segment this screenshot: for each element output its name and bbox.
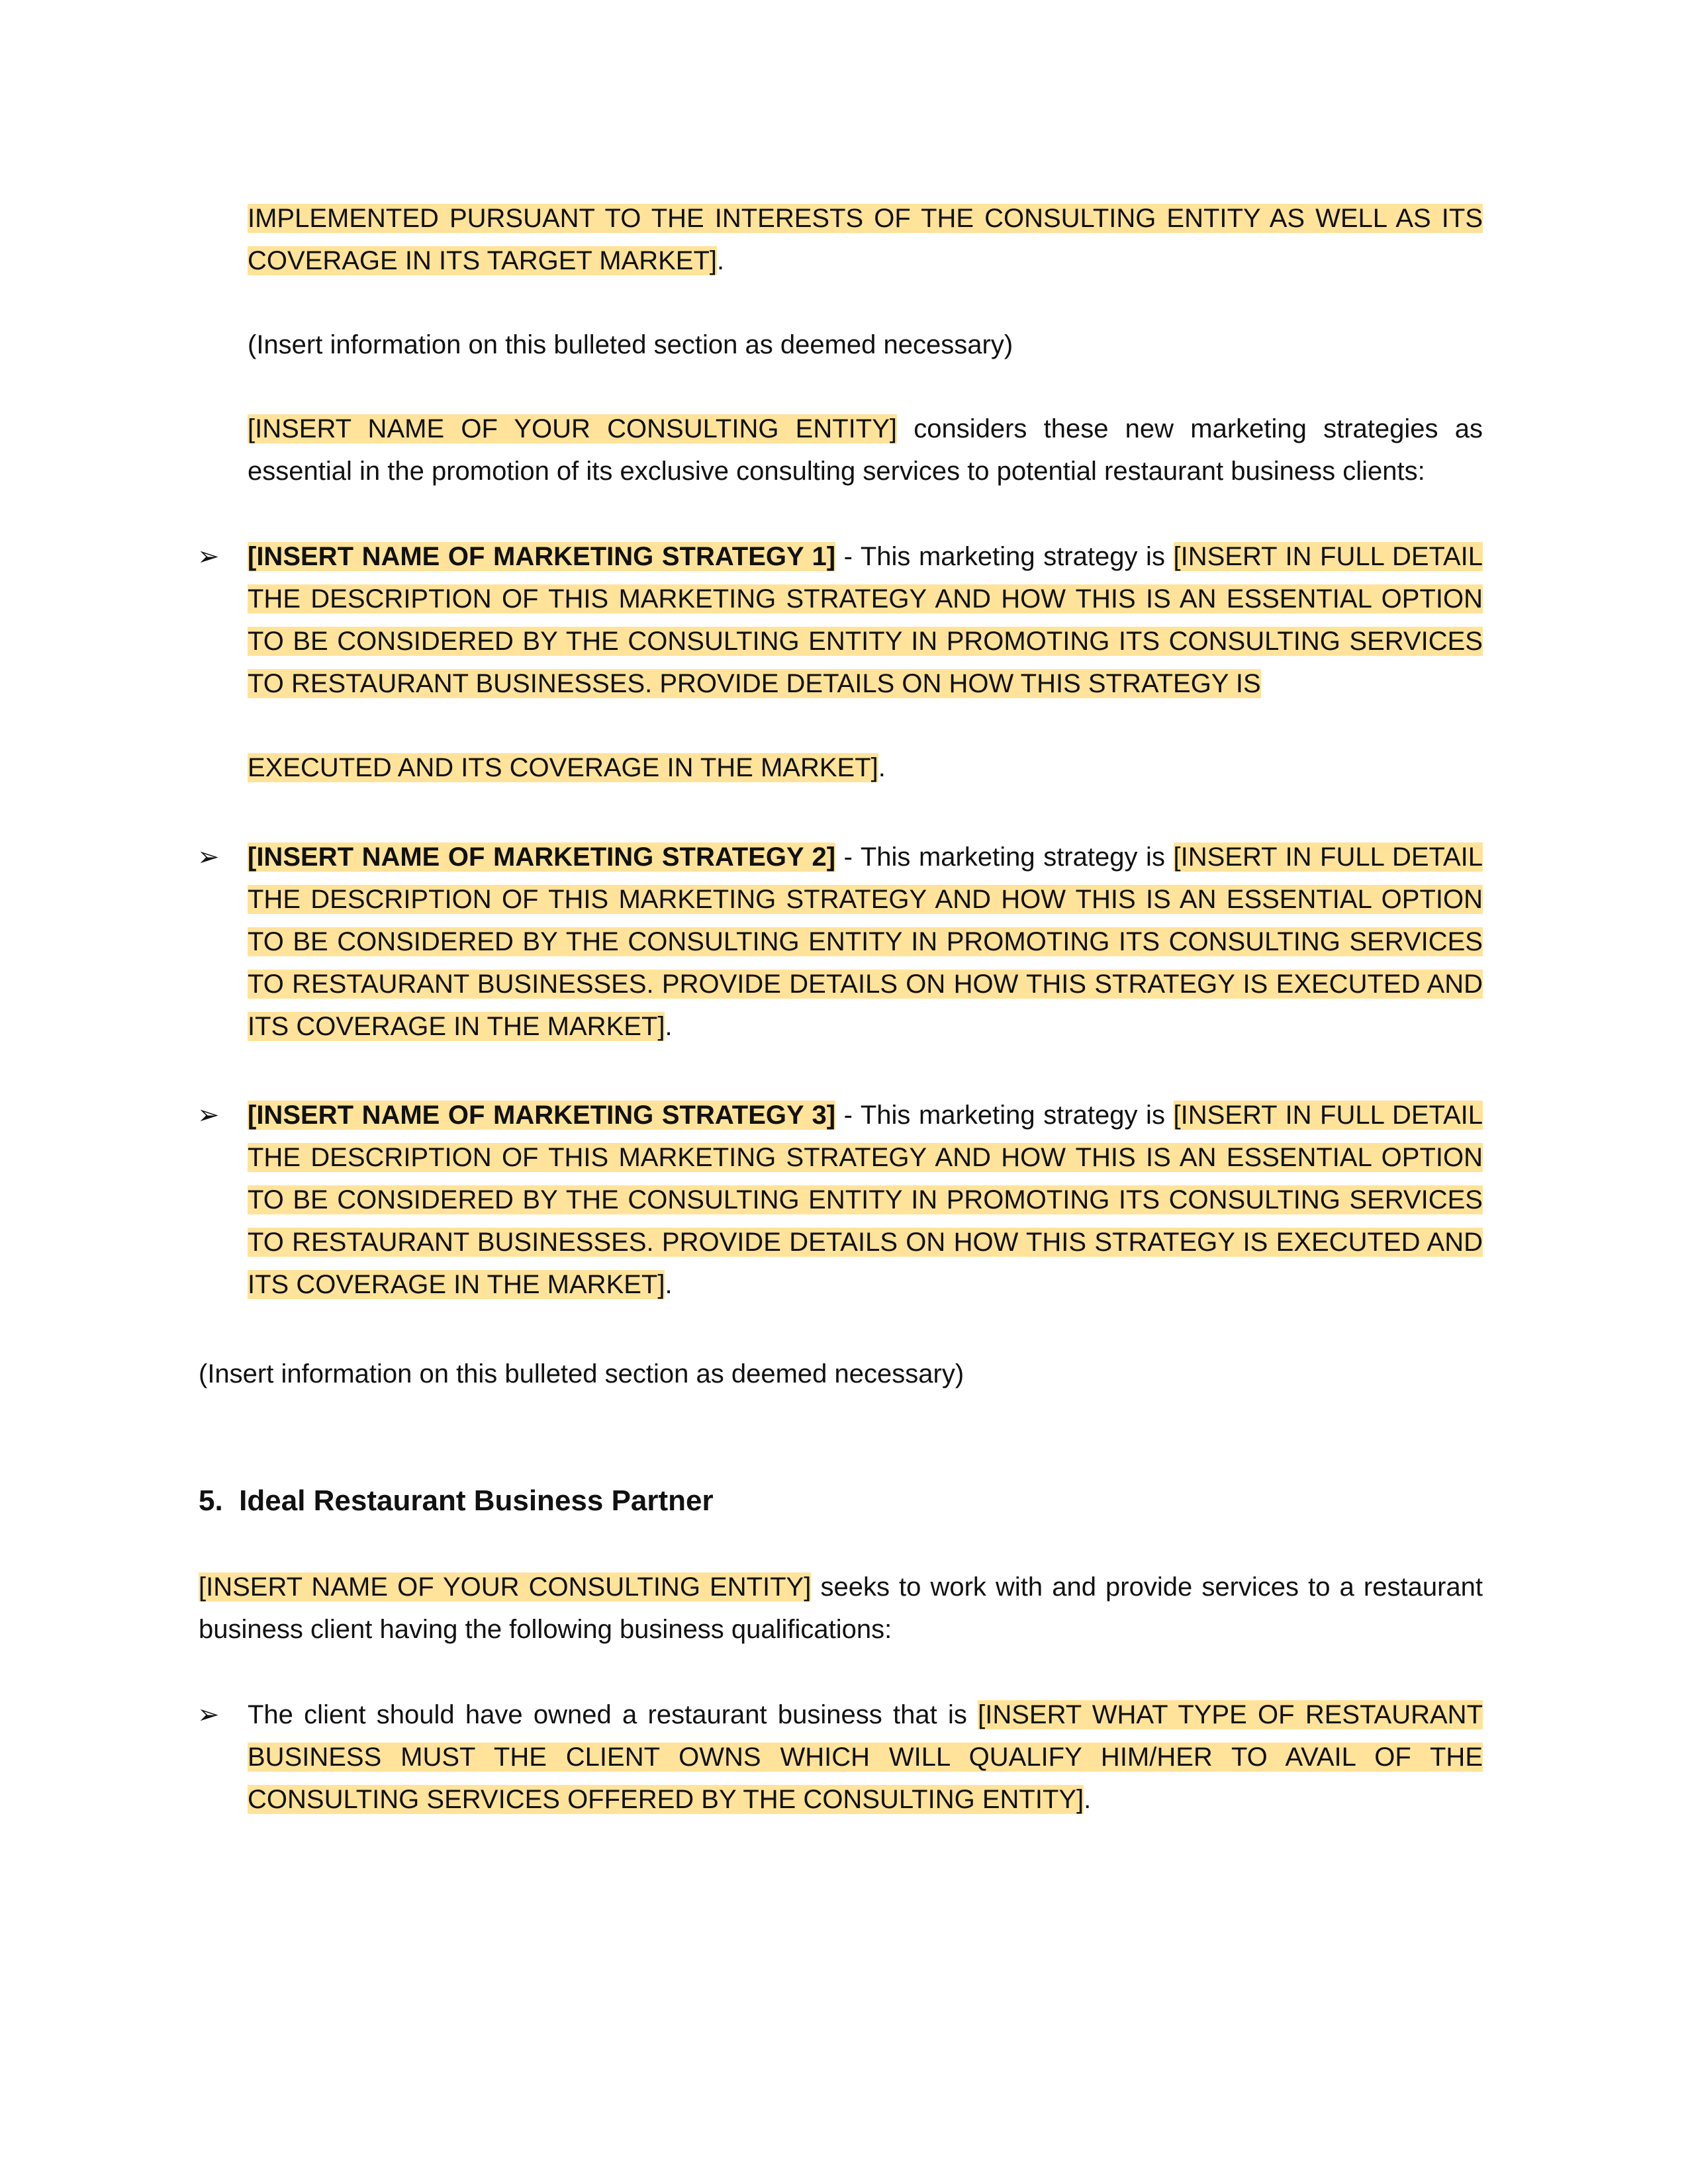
strategy-connector: - This marketing strategy is (835, 542, 1174, 571)
period: . (665, 1012, 673, 1041)
paragraph-text: considers these new marketing strategies as essential in the promotion of its exclusive consulting services to potential restaurant business clients: (248, 414, 1483, 486)
section-number: 5. (199, 1484, 223, 1517)
strategy-3-item (248, 1094, 1483, 1306)
paragraph-text: seeks to work with and provide services to a restaurant business client having the following business qualifications: (199, 1572, 1483, 1644)
strategy-connector: - This marketing strategy is (835, 1101, 1174, 1130)
paragraph-considers (248, 408, 1483, 492)
restaurant-type-placeholder: [INSERT WHAT TYPE OF RESTAURANT BUSINESS MUST THE CLIENT OWNS WHICH WILL QUALIFY HIM/HER TO AVAIL OF THE CONSULTING SERVICES OFFERED BY THE CONSULTING ENTITY] (248, 1700, 1483, 1814)
arrow-bullet-icon: ➢ (197, 542, 220, 571)
strategy-name: [INSERT NAME OF MARKETING STRATEGY 3] (248, 1101, 836, 1130)
strategy-1-continuation (248, 747, 1483, 789)
paragraph-implemented (248, 197, 1483, 282)
period: . (878, 753, 886, 782)
note-insert-info-2: (Insert information on this bulleted section as deemed necessary) (199, 1359, 964, 1388)
placeholder-highlight: IMPLEMENTED PURSUANT TO THE INTERESTS OF THE CONSULTING ENTITY AS WELL AS ITS COVERAGE IN ITS TARGET MARKET] (248, 204, 1483, 275)
strategy-connector: - This marketing strategy is (835, 842, 1174, 872)
note-insert-info: (Insert information on this bulleted section as deemed necessary) (248, 330, 1013, 359)
arrow-bullet-icon: ➢ (197, 1101, 220, 1130)
strategy-description-placeholder: [INSERT IN FULL DETAIL THE DESCRIPTION OF THIS MARKETING STRATEGY AND HOW THIS IS AN ESSENTIAL OPTION TO BE CONSIDERED BY THE CONSULTING ENTITY IN PROMOTING ITS CONSULTING SERVICES TO RESTAURANT BUSINESSES. PROVIDE DETAILS ON HOW THIS STRATEGY IS EXECUTED AND ITS COVERAGE IN THE MARKET] (248, 842, 1483, 1041)
qualification-item (248, 1694, 1483, 1821)
strategy-name: [INSERT NAME OF MARKETING STRATEGY 1] (248, 542, 836, 571)
period: . (665, 1270, 673, 1299)
entity-name-placeholder: [INSERT NAME OF YOUR CONSULTING ENTITY] (248, 414, 897, 443)
arrow-bullet-icon: ➢ (197, 842, 220, 872)
strategy-description-placeholder-cont: EXECUTED AND ITS COVERAGE IN THE MARKET] (248, 753, 878, 782)
section-title: Ideal Restaurant Business Partner (239, 1484, 714, 1517)
entity-name-placeholder: [INSERT NAME OF YOUR CONSULTING ENTITY] (199, 1572, 812, 1602)
period: . (717, 246, 725, 275)
qualification-text: The client should have owned a restaurant business that is (248, 1700, 978, 1729)
strategy-description-placeholder: [INSERT IN FULL DETAIL THE DESCRIPTION OF THIS MARKETING STRATEGY AND HOW THIS IS AN ESSENTIAL OPTION TO BE CONSIDERED BY THE CONSULTING ENTITY IN PROMOTING ITS CONSULTING SERVICES TO RESTAURANT BUSINESSES. PROVIDE DETAILS ON HOW THIS STRATEGY IS EXECUTED AND ITS COVERAGE IN THE MARKET] (248, 1101, 1483, 1299)
section-heading (199, 1480, 714, 1522)
arrow-bullet-icon: ➢ (197, 1700, 220, 1729)
paragraph-seeks (199, 1566, 1483, 1651)
period: . (1084, 1785, 1092, 1814)
strategy-description-placeholder: [INSERT IN FULL DETAIL THE DESCRIPTION OF THIS MARKETING STRATEGY AND HOW THIS IS AN ESSENTIAL OPTION TO BE CONSIDERED BY THE CONSULTING ENTITY IN PROMOTING ITS CONSULTING SERVICES TO RESTAURANT BUSINESSES. PROVIDE DETAILS ON HOW THIS STRATEGY IS (248, 542, 1483, 698)
strategy-1-item (248, 535, 1483, 705)
strategy-2-item (248, 836, 1483, 1048)
strategy-name: [INSERT NAME OF MARKETING STRATEGY 2] (248, 842, 836, 872)
